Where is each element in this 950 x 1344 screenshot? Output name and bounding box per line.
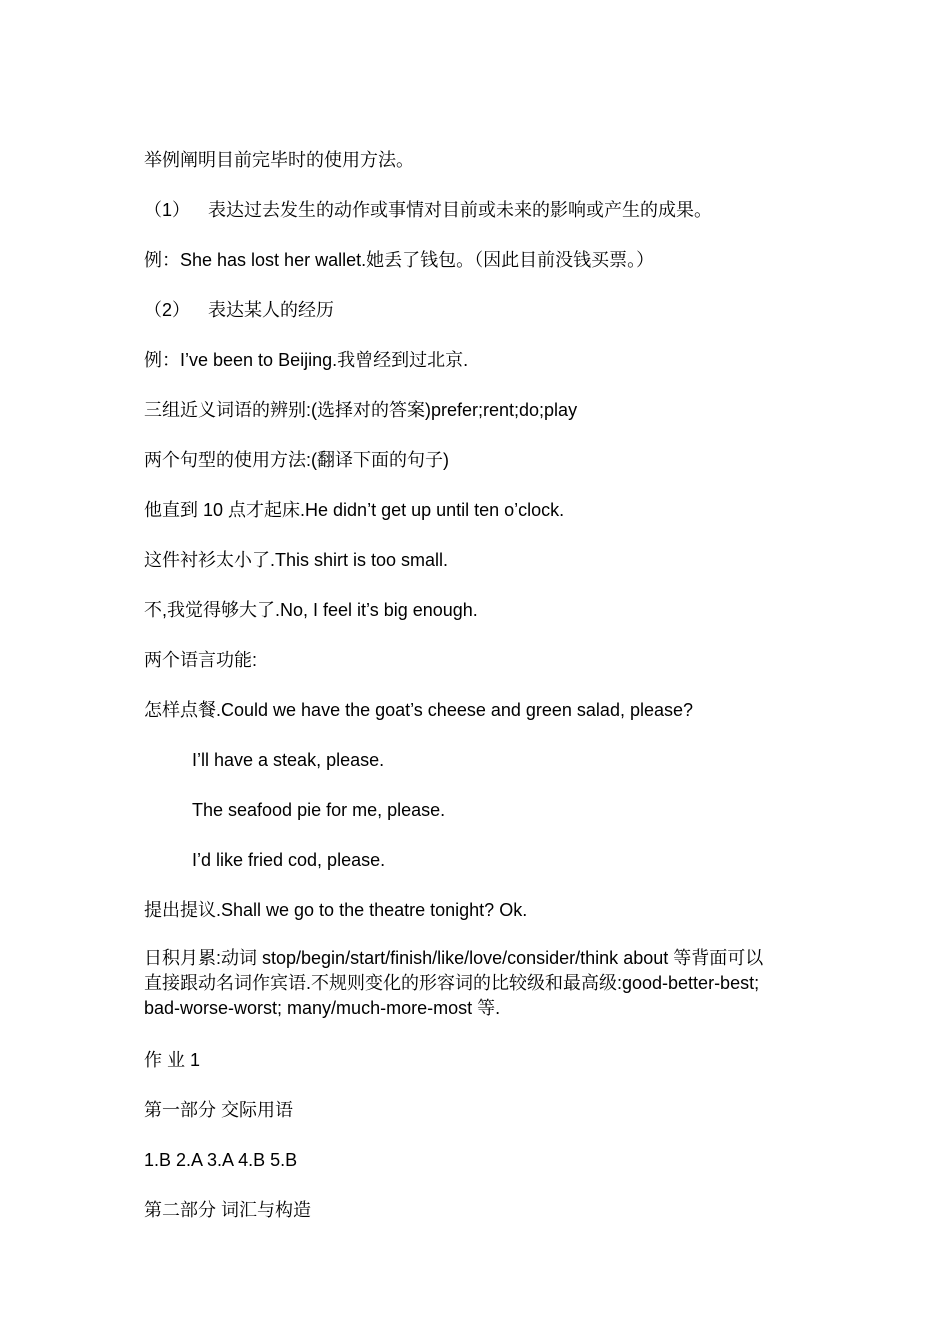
section-heading: 第二部分 词汇与构造	[144, 1200, 312, 1220]
document-body	[144, 146, 814, 1246]
text-line: 举例阐明目前完毕时的使用方法。	[144, 150, 414, 170]
paragraph-line: bad-worse-worst; many/much-more-most 等.	[144, 998, 501, 1018]
numbered-line	[144, 296, 814, 346]
text-line: 提出提议.Shall we go to the theatre tonight? Ok.	[144, 900, 528, 920]
numbered-line	[144, 196, 814, 246]
example-line: 例：I’ve been to Beijing.我曾经到过北京.	[144, 350, 469, 370]
section-heading: 作 业 1	[144, 1050, 201, 1070]
text-line: 两个语言功能:	[144, 650, 258, 670]
text-line: 两个句型的使用方法:(翻译下面的句子)	[144, 450, 449, 470]
text-line: 他直到 10 点才起床.He didn’t get up until ten o’clock.	[144, 500, 565, 520]
item-number: （2）	[144, 300, 191, 320]
indented-line: The seafood pie for me, please.	[192, 800, 446, 820]
paragraph	[144, 946, 814, 1021]
paragraph-line: 日积月累:动词 stop/begin/start/finish/like/love/consider/think about 等背面可以	[144, 948, 764, 968]
example-line: 例：She has lost her wallet.她丢了钱包。（因此目前没钱买票。）	[144, 250, 655, 270]
text-line: 三组近义词语的辨别:(选择对的答案)prefer;rent;do;play	[144, 400, 578, 420]
text-line: 这件衬衫太小了.This shirt is too small.	[144, 550, 449, 570]
text-line: 怎样点餐.Could we have the goat’s cheese and green salad, please?	[144, 700, 694, 720]
indented-line: I’d like fried cod, please.	[192, 850, 386, 870]
item-number: （1）	[144, 200, 191, 220]
section-heading: 第一部分 交际用语	[144, 1100, 294, 1120]
text-line: 不,我觉得够大了.No, I feel it’s big enough.	[144, 600, 478, 620]
item-text: 表达某人的经历	[208, 300, 334, 320]
item-text: 表达过去发生的动作或事情对目前或未来的影响或产生的成果。	[208, 200, 712, 220]
indented-line: I’ll have a steak, please.	[192, 750, 385, 770]
answer-line: 1.B 2.A 3.A 4.B 5.B	[144, 1150, 298, 1170]
paragraph-line: 直接跟动名词作宾语.不规则变化的形容词的比较级和最高级:good-better-best;	[144, 973, 760, 993]
